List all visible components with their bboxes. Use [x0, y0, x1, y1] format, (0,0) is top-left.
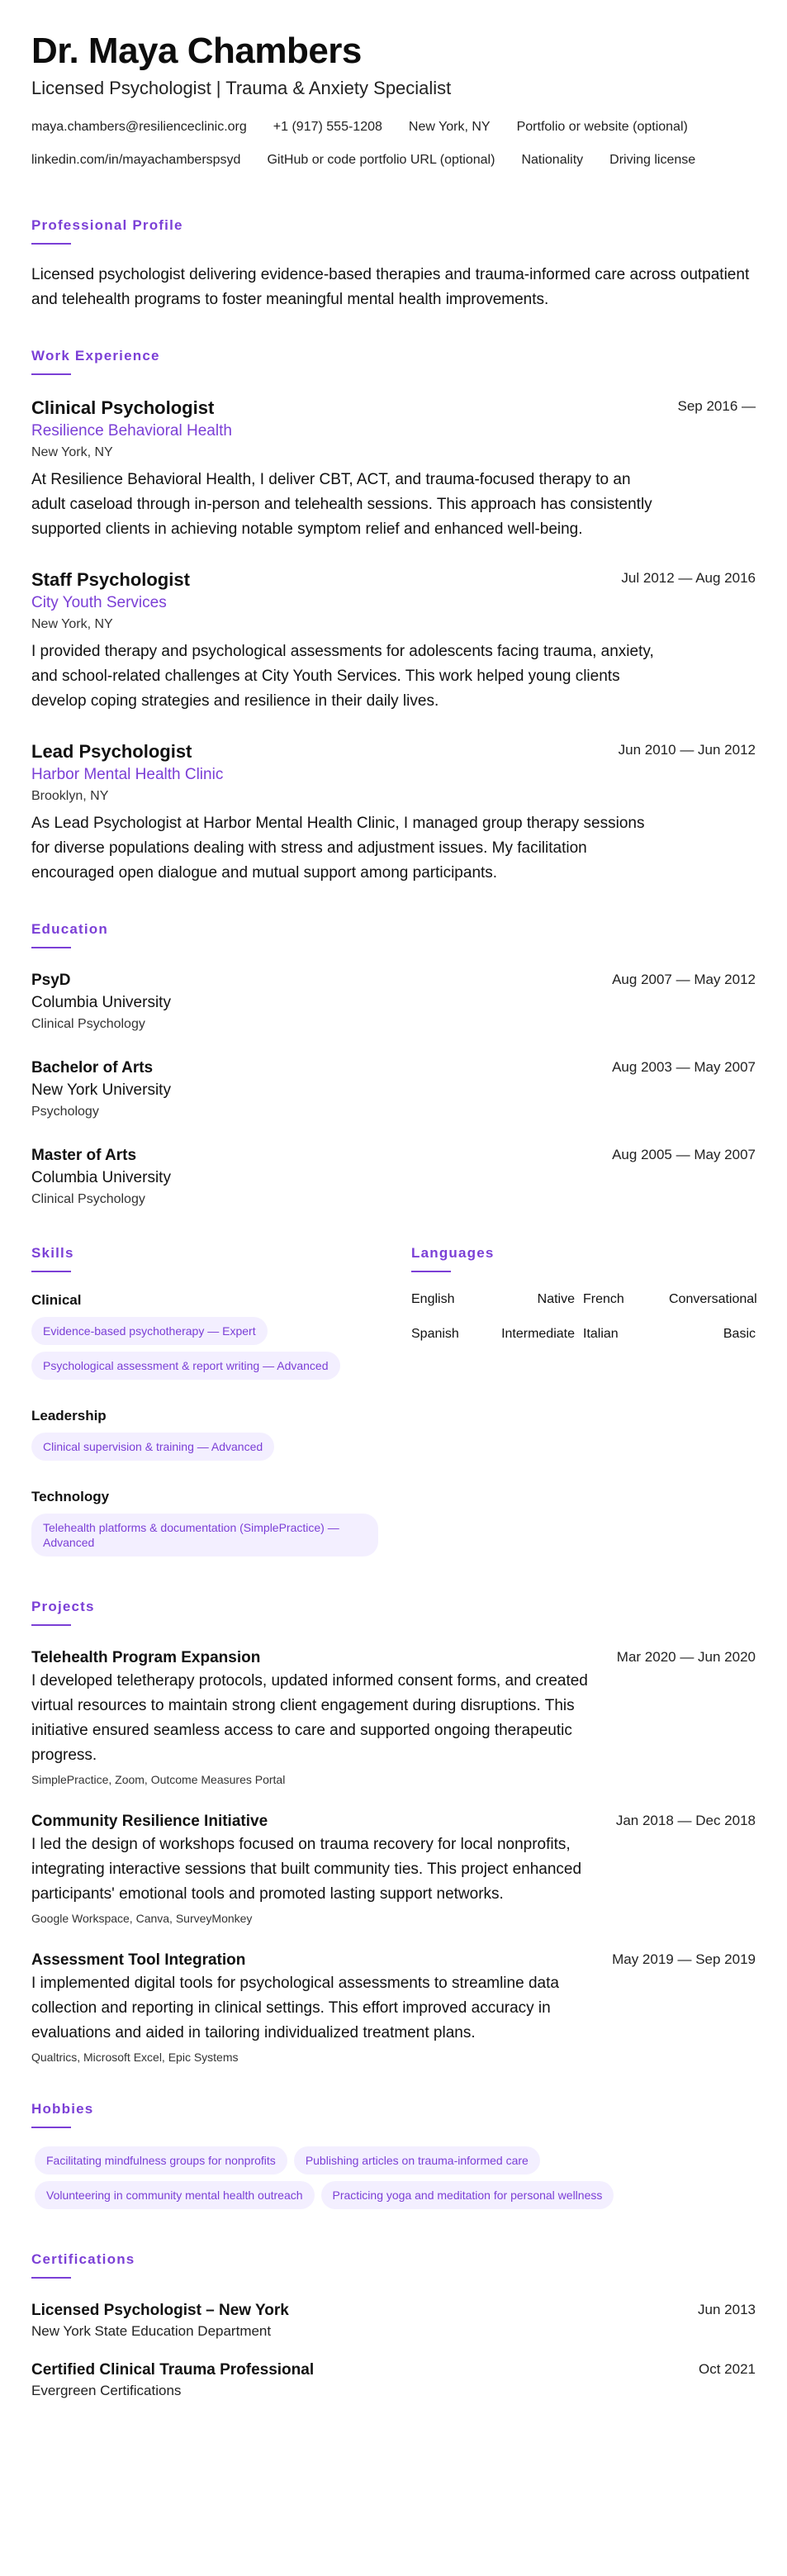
job-entry	[31, 568, 756, 714]
skill-chip: Telehealth platforms & documentation (SimplePractice) — Advanced	[31, 1514, 378, 1557]
edu-degree: Bachelor of Arts	[31, 1059, 154, 1077]
contact-github[interactable]: GitHub or code portfolio URL (optional)	[267, 153, 495, 167]
project-description: I led the design of workshops focused on trauma recovery for local nonprofits, integrating interactive sessions that built community ties. This project enhanced participants' emotional tools and promoted lasting support networks.	[31, 1836, 582, 1903]
project-description: I implemented digital tools for psychological assessments to streamline data collection and reporting in clinical settings. This effort improved accuracy in evaluations and aided in tailoring individualized treatment plans.	[31, 1975, 559, 2041]
section-divider	[31, 2127, 71, 2128]
edu-field: Psychology	[31, 1105, 99, 1119]
resume-header	[31, 30, 756, 185]
project-date: Mar 2020 — Jun 2020	[616, 1649, 756, 1665]
section-divider	[31, 373, 71, 375]
cert-issuer: New York State Education Department	[31, 2323, 272, 2339]
section-heading: Certifications	[31, 2251, 135, 2267]
language-level: Basic	[723, 1327, 756, 1341]
cert-date: Oct 2021	[699, 2361, 756, 2377]
project-tech: Google Workspace, Canva, SurveyMonkey	[31, 1912, 253, 1925]
project-description: I developed teletherapy protocols, updated informed consent forms, and created virtual resources to maintain strong client engagement during disruptions. This initiative ensured seamless access to care and supported ongoing therapeutic progress.	[31, 1672, 588, 1764]
candidate-name: Dr. Maya Chambers	[31, 31, 362, 71]
job-title: Lead Psychologist	[31, 741, 192, 762]
section-divider	[411, 1271, 451, 1272]
job-date: Sep 2016 —	[677, 398, 756, 414]
job-company: Resilience Behavioral Health	[31, 422, 232, 440]
contact-nationality: Nationality	[521, 153, 584, 167]
hobby-chip: Facilitating mindfulness groups for nonprofits	[35, 2146, 287, 2174]
cert-date: Jun 2013	[698, 2302, 756, 2317]
profile-section	[31, 216, 756, 312]
certification-entry	[31, 2300, 756, 2341]
cert-name: Certified Clinical Trauma Professional	[31, 2361, 315, 2379]
project-title: Telehealth Program Expansion	[31, 1649, 261, 1666]
job-company: Harbor Mental Health Clinic	[31, 766, 224, 783]
edu-date: Aug 2005 — May 2007	[612, 1147, 756, 1162]
job-company: City Youth Services	[31, 594, 167, 611]
section-heading: Professional Profile	[31, 217, 183, 233]
job-date: Jul 2012 — Aug 2016	[621, 570, 756, 586]
project-entry	[31, 1811, 756, 1927]
section-divider	[31, 243, 71, 245]
job-description: As Lead Psychologist at Harbor Mental Health Clinic, I managed group therapy sessions for diverse populations dealing with stress and adjustment issues. My facilitation encouraged open dialogue and mutual support among participants.	[31, 815, 645, 882]
hobby-chip-list	[31, 2146, 756, 2216]
education-entry	[31, 1145, 756, 1210]
job-description: At Resilience Behavioral Health, I deliver CBT, ACT, and trauma-focused therapy to an adult caseload through in-person and telehealth sessions. This approach has consistently supported clients in achieving notable symptom relief and enhanced well-being.	[31, 471, 652, 538]
job-location: New York, NY	[31, 445, 113, 459]
skill-chip: Psychological assessment & report writing — Advanced	[31, 1352, 340, 1380]
contact-location: New York, NY	[408, 120, 491, 134]
edu-degree: PsyD	[31, 972, 71, 989]
project-date: Jan 2018 — Dec 2018	[615, 1813, 756, 1828]
project-tech: Qualtrics, Microsoft Excel, Epic Systems	[31, 2051, 239, 2064]
contact-email[interactable]: maya.chambers@resilienceclinic.org	[31, 120, 247, 134]
hobby-chip: Practicing yoga and meditation for personal wellness	[321, 2181, 614, 2209]
section-heading: Education	[31, 921, 108, 937]
job-description: I provided therapy and psychological assessments for adolescents facing trauma, anxiety, and school-related challenges at City Youth Services. This work helped young clients develop coping strategies and resilience in their daily lives.	[31, 643, 654, 710]
edu-school: New York University	[31, 1081, 171, 1099]
section-divider	[31, 1271, 71, 1272]
hobbies-section	[31, 2100, 756, 2216]
work-section	[31, 347, 756, 886]
contact-list	[31, 119, 756, 185]
edu-field: Clinical Psychology	[31, 1192, 145, 1206]
contact-linkedin[interactable]: linkedin.com/in/mayachamberspsyd	[31, 153, 241, 167]
language-name: French	[583, 1292, 624, 1306]
job-date: Jun 2010 — Jun 2012	[618, 742, 756, 758]
job-location: Brooklyn, NY	[31, 789, 109, 803]
section-heading: Work Experience	[31, 348, 160, 364]
skill-chip-list	[31, 1514, 411, 1563]
section-divider	[31, 2277, 71, 2279]
projects-section	[31, 1598, 756, 2065]
hobby-chip: Volunteering in community mental health outreach	[35, 2181, 315, 2209]
skill-group	[31, 1487, 411, 1563]
project-tech: SimplePractice, Zoom, Outcome Measures Portal	[31, 1773, 286, 1786]
skill-group	[31, 1406, 411, 1467]
skill-chip: Clinical supervision & training — Advanced	[31, 1433, 274, 1461]
profile-summary: Licensed psychologist delivering evidence-based therapies and trauma-informed care across outpatient and telehealth programs to foster meaningful mental health improvements.	[31, 266, 750, 308]
language-level: Intermediate	[501, 1327, 575, 1341]
skill-chip: Evidence-based psychotherapy — Expert	[31, 1317, 268, 1345]
skill-category: Leadership	[31, 1408, 107, 1423]
section-heading: Skills	[31, 1245, 74, 1261]
candidate-title: Licensed Psychologist | Trauma & Anxiety Specialist	[31, 78, 452, 98]
edu-degree: Master of Arts	[31, 1147, 137, 1164]
education-entry	[31, 1057, 756, 1122]
section-heading: Hobbies	[31, 2101, 94, 2117]
job-title: Clinical Psychologist	[31, 397, 215, 418]
hobby-chip: Publishing articles on trauma-informed care	[294, 2146, 540, 2174]
contact-driving-license: Driving license	[609, 153, 696, 167]
edu-school: Columbia University	[31, 994, 171, 1011]
language-list	[411, 1290, 756, 1343]
skill-chip-list	[31, 1433, 411, 1467]
edu-field: Clinical Psychology	[31, 1017, 145, 1031]
section-heading: Projects	[31, 1599, 95, 1614]
edu-school: Columbia University	[31, 1169, 171, 1186]
education-section	[31, 920, 756, 1210]
project-entry	[31, 1647, 756, 1788]
education-entry	[31, 970, 756, 1034]
language-name: Spanish	[411, 1327, 459, 1341]
contact-phone[interactable]: +1 (917) 555-1208	[273, 120, 382, 134]
language-level: Native	[537, 1292, 575, 1306]
edu-date: Aug 2007 — May 2012	[612, 972, 756, 987]
edu-date: Aug 2003 — May 2007	[612, 1059, 756, 1075]
skills-section	[31, 1244, 411, 1563]
job-entry	[31, 397, 756, 542]
project-date: May 2019 — Sep 2019	[612, 1951, 756, 1967]
skill-category: Clinical	[31, 1292, 82, 1308]
project-entry	[31, 1950, 756, 2065]
languages-section	[411, 1244, 756, 1563]
job-entry	[31, 740, 756, 886]
cert-name: Licensed Psychologist – New York	[31, 2302, 289, 2319]
section-divider	[31, 1624, 71, 1626]
language-name: Italian	[583, 1327, 619, 1341]
project-title: Community Resilience Initiative	[31, 1813, 268, 1830]
section-divider	[31, 947, 71, 948]
job-title: Staff Psychologist	[31, 569, 190, 590]
skill-chip-list	[31, 1317, 411, 1386]
skills-languages-row	[31, 1244, 756, 1563]
language-name: English	[411, 1292, 455, 1306]
job-location: New York, NY	[31, 617, 113, 631]
certifications-section	[31, 2250, 756, 2401]
section-heading: Languages	[411, 1245, 495, 1261]
skill-category: Technology	[31, 1489, 110, 1504]
certification-entry	[31, 2360, 756, 2401]
skill-group	[31, 1290, 411, 1386]
contact-portfolio[interactable]: Portfolio or website (optional)	[516, 120, 688, 134]
cert-issuer: Evergreen Certifications	[31, 2383, 182, 2398]
language-level: Conversational	[669, 1292, 757, 1306]
project-title: Assessment Tool Integration	[31, 1951, 246, 1969]
